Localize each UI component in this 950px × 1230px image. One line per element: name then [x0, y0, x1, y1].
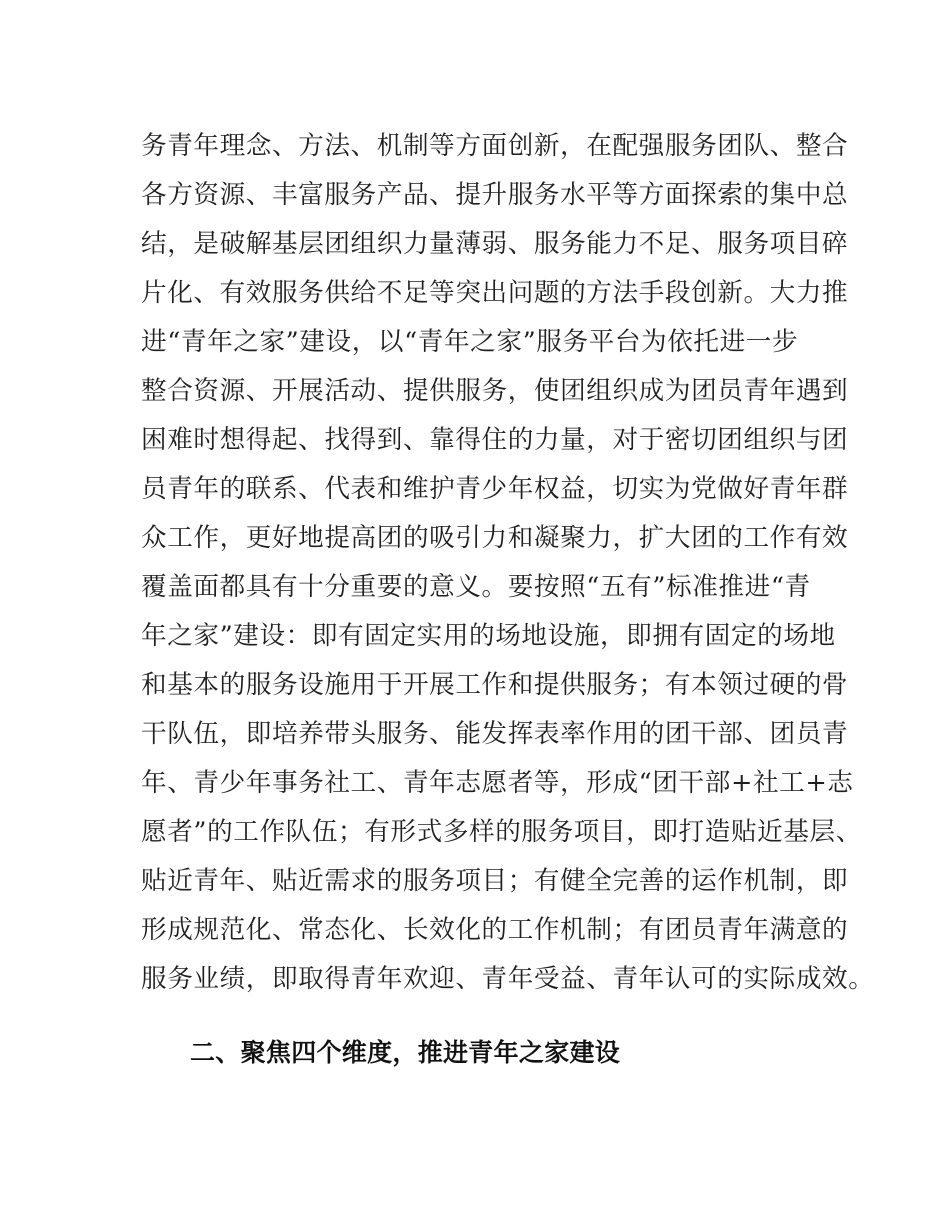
paragraph-line: 贴近青年、贴近需求的服务项目；有健全完善的运作机制，即	[141, 866, 849, 896]
paragraph-line: 整合资源、开展活动、提供服务，使团组织成为团员青年遇到	[141, 376, 849, 406]
paragraph-line: 各方资源、丰富服务产品、提升服务水平等方面探索的集中总	[141, 180, 849, 210]
paragraph-line: 覆盖面都具有十分重要的意义。要按照“五有”标准推进“青	[141, 572, 811, 602]
section-heading: 二、聚焦四个维度，推进青年之家建设	[190, 1038, 621, 1067]
paragraph-line: 众工作，更好地提高团的吸引力和凝聚力，扩大团的工作有效	[141, 523, 849, 553]
paragraph-line: 员青年的联系、代表和维护青少年权益，切实为党做好青年群	[141, 474, 849, 504]
paragraph-line: 困难时想得起、找得到、靠得住的力量，对于密切团组织与团	[141, 425, 849, 455]
paragraph-line: 愿者”的工作队伍；有形式多样的服务项目，即打造贴近基层、	[141, 817, 862, 847]
paragraph-line: 进“青年之家”建设，以“青年之家”服务平台为依托进一步	[141, 327, 799, 357]
paragraph-line: 形成规范化、常态化、长效化的工作机制；有团员青年满意的	[141, 915, 849, 945]
paragraph-line: 和基本的服务设施用于开展工作和提供服务；有本领过硬的骨	[141, 670, 849, 700]
body-paragraph	[141, 122, 875, 1004]
paragraph-line: 务青年理念、方法、机制等方面创新，在配强服务团队、整合	[141, 131, 849, 161]
paragraph-line: 片化、有效服务供给不足等突出问题的方法手段创新。大力推	[141, 278, 849, 308]
paragraph-line: 干队伍，即培养带头服务、能发挥表率作用的团干部、团员青	[141, 719, 849, 749]
paragraph-line: 服务业绩，即取得青年欢迎、青年受益、青年认可的实际成效。	[141, 964, 875, 994]
paragraph-line: 年之家”建设：即有固定实用的场地设施，即拥有固定的场地	[141, 621, 836, 651]
paragraph-line: 年、青少年事务社工、青年志愿者等，形成“团干部+社工+志	[141, 768, 854, 798]
paragraph-line: 结，是破解基层团组织力量薄弱、服务能力不足、服务项目碎	[141, 229, 849, 259]
